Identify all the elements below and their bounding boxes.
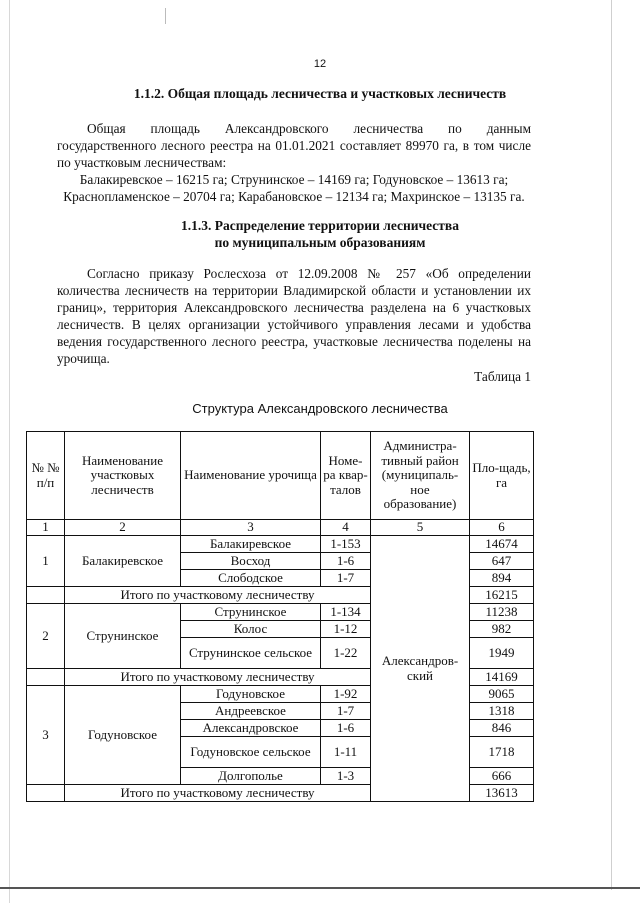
area: 1718 [470, 737, 534, 768]
tract-name: Колос [181, 621, 321, 638]
section-heading-1-1-2: 1.1.2. Общая площадь лесничества и участковых лесничеств [133, 86, 507, 101]
table-label: Таблица 1 [474, 369, 531, 384]
tract-name: Годуновское [181, 686, 321, 703]
tract-name: Восход [181, 553, 321, 570]
column-number: 1 [27, 520, 65, 536]
header-district: Наименование участковых лесничеств [65, 432, 181, 520]
quarters: 1-6 [321, 720, 371, 737]
column-number: 4 [321, 520, 371, 536]
tract-name: Андреевское [181, 703, 321, 720]
quarters: 1-6 [321, 553, 371, 570]
quarters: 1-153 [321, 536, 371, 553]
scan-mark [165, 8, 166, 24]
tract-name: Струнинское сельское [181, 638, 321, 669]
total-empty-cell [27, 669, 65, 686]
table-row [27, 536, 534, 553]
forestry-structure-table [26, 431, 534, 802]
area: 1949 [470, 638, 534, 669]
total-area: 14169 [470, 669, 534, 686]
order-paragraph [57, 265, 531, 367]
quarters: 1-7 [321, 570, 371, 587]
group-number: 3 [27, 686, 65, 785]
group-number: 1 [27, 536, 65, 587]
quarters: 1-92 [321, 686, 371, 703]
area: 11238 [470, 604, 534, 621]
header-admin: Администра-тивный район (муниципаль-ное образование) [371, 432, 470, 520]
page-number: 12 [313, 58, 327, 70]
tract-name: Струнинское [181, 604, 321, 621]
total-label: Итого по участковому лесничеству [65, 669, 371, 686]
total-label: Итого по участковому лесничеству [65, 587, 371, 604]
area: 846 [470, 720, 534, 737]
section-heading-1-1-3 [0, 217, 640, 251]
header-quarters: Номе-ра квар-талов [321, 432, 371, 520]
area: 894 [470, 570, 534, 587]
header-area: Пло-щадь, га [470, 432, 534, 520]
scan-edge-left [9, 0, 10, 903]
tract-name: Балакиревское [181, 536, 321, 553]
area-intro-line-2: государственного лесного реестра на 01.01.2021 составляет 89970 га, в том числе [57, 138, 531, 153]
area-intro-line-1: Общая площадь Александровского лесничества по данным [87, 121, 531, 136]
group-number: 2 [27, 604, 65, 669]
total-label: Итого по участковому лесничеству [65, 785, 371, 802]
area-list-line-1: Балакиревское – 16215 га; Струнинское – 14169 га; Годуновское – 13613 га; [79, 172, 509, 187]
column-number: 6 [470, 520, 534, 536]
column-number-row [27, 520, 534, 536]
area-list-line-2: Краснопламенское – 20704 га; Карабановское – 12134 га; Махринское – 13135 га. [63, 189, 525, 204]
column-number: 2 [65, 520, 181, 536]
quarters: 1-3 [321, 768, 371, 785]
total-area: 13613 [470, 785, 534, 802]
area: 9065 [470, 686, 534, 703]
tract-name: Слободское [181, 570, 321, 587]
section-heading-line-2: по муниципальным образованиям [214, 235, 426, 250]
area: 982 [470, 621, 534, 638]
area-intro-line-3: по участковым лесничествам: [57, 155, 227, 170]
column-number: 3 [181, 520, 321, 536]
table-caption: Структура Александровского лесничества [192, 401, 448, 416]
tract-name: Годуновское сельское [181, 737, 321, 768]
district-name: Балакиревское [65, 536, 181, 587]
area-paragraph [57, 120, 531, 205]
column-number: 5 [371, 520, 470, 536]
total-area: 16215 [470, 587, 534, 604]
header-tract: Наименование урочища [181, 432, 321, 520]
district-name: Струнинское [65, 604, 181, 669]
quarters: 1-11 [321, 737, 371, 768]
header-num: № № п/п [27, 432, 65, 520]
area: 14674 [470, 536, 534, 553]
tract-name: Александровское [181, 720, 321, 737]
tract-name: Долгополье [181, 768, 321, 785]
total-empty-cell [27, 587, 65, 604]
district-name: Годуновское [65, 686, 181, 785]
quarters: 1-134 [321, 604, 371, 621]
scan-edge-bottom [0, 887, 640, 889]
area: 1318 [470, 703, 534, 720]
total-empty-cell [27, 785, 65, 802]
area: 647 [470, 553, 534, 570]
area: 666 [470, 768, 534, 785]
quarters: 1-22 [321, 638, 371, 669]
quarters: 1-12 [321, 621, 371, 638]
table-header-row [27, 432, 534, 520]
order-paragraph-text: Согласно приказу Рослесхоза от 12.09.2008 № 257 «Об определении количества лесничеств на территории Владимирской области и установлении их границ», территория Александровского лесничества разделена на 6 участковых лесничеств. В целях организации устойчивого управления лесами и удобства ведения государственного лесного реестра, участковые лесничества поделены на урочища. [57, 266, 531, 366]
quarters: 1-7 [321, 703, 371, 720]
admin-district: Александров-ский [371, 536, 470, 802]
section-heading-line-1: 1.1.3. Распределение территории лесничества [181, 218, 459, 233]
scan-edge-right [611, 0, 612, 890]
